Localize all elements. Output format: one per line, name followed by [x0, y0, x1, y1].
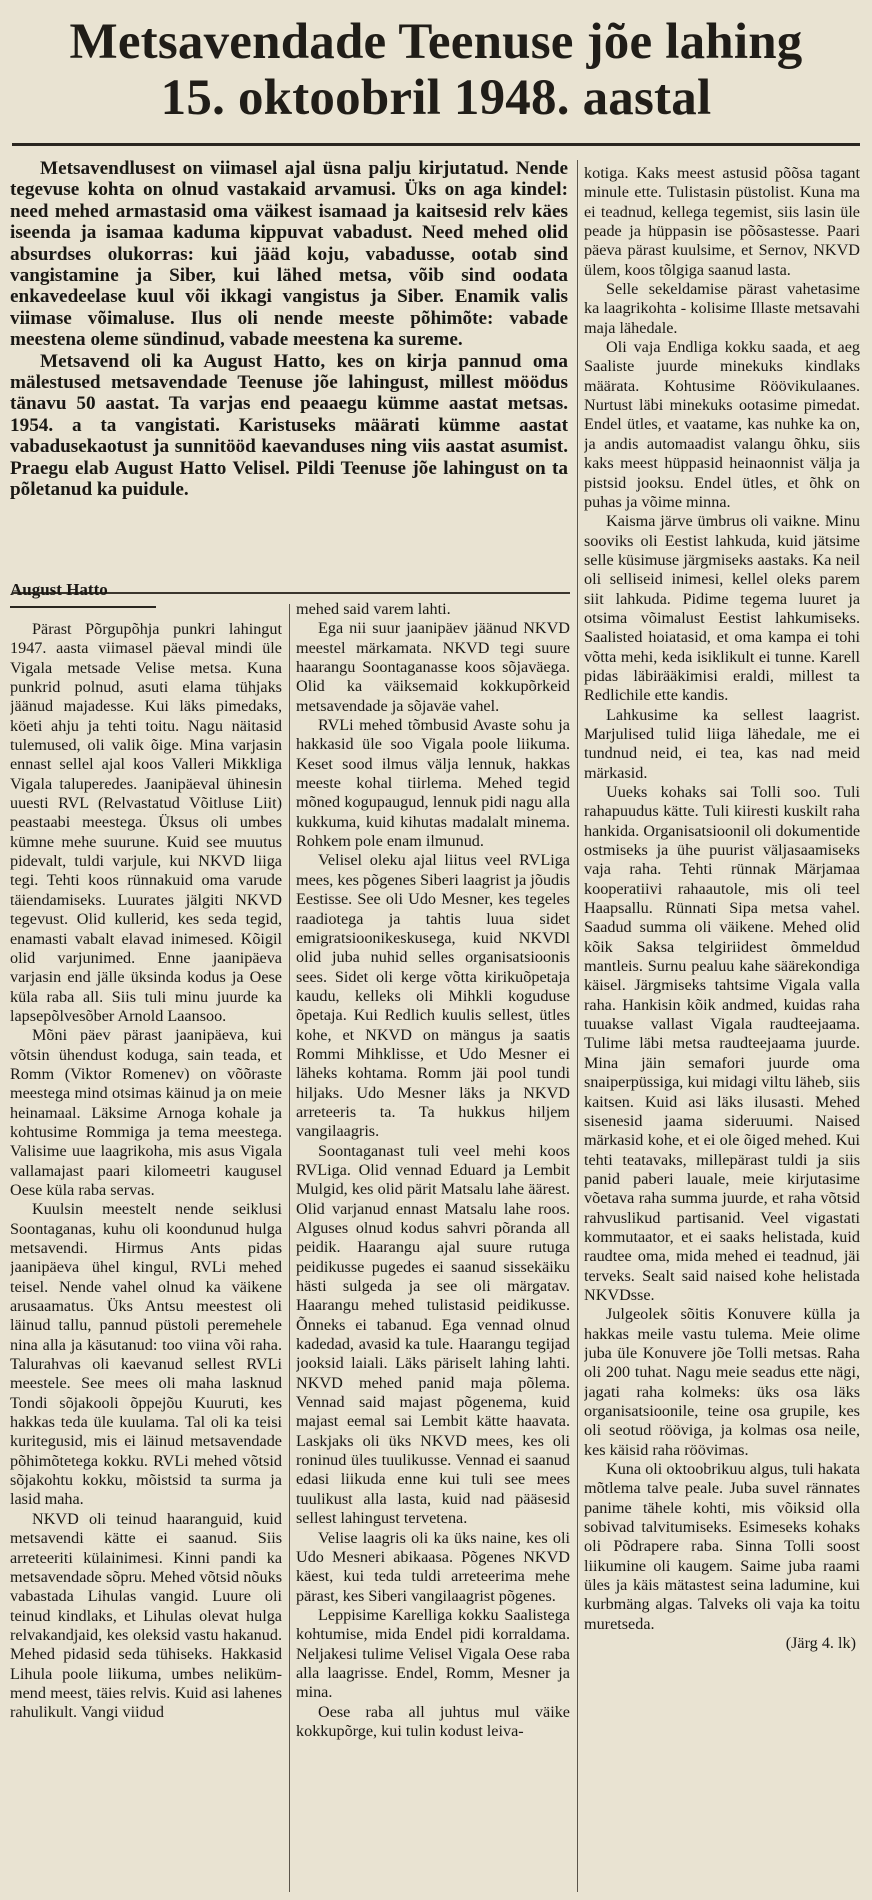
column-rule	[577, 160, 578, 1892]
body-paragraph: NKVD oli teinud haaranguid, kuid metsavendi kätte ei saanud. Siis arreteeriti külainimesi. Kinni pandi ka metsavendade sõpru. Mehed võtsid nõuks vabastada Lihulas vangid. Luure oli teinud kindlaks, et Lihulas olevat hulga relvakandjaid, kes oleksid vastu hakanud. Mehed pidasid seda tühiseks. Hakkasid Lihula poole liikuma, umbes nelikümmend meest, täies relvis. Kuid asi lahenes rahulikult. Vangi viidud	[10, 1509, 282, 1722]
headline-line-1: Metsavendade Teenuse jõe lahing	[69, 14, 803, 70]
body-paragraph: Lahkusime ka sellest laagrist. Marjulised tulid liiga lähedale, me ei tundnud neid, ei tea, kas nad meid märkasid.	[584, 705, 860, 782]
body-paragraph: Oli vaja Endliga kokku saada, et aeg Saaliste juurde minekuks kindlaks määrata. Kohtusime Röövikulaanes. Nurtust läbi minekuks ootasime pimedat. Endel ütles, et vaatame, kas nuhke ka on, ja andis automaadist valangu õhku, siis kaks meest hüppasid heinaonnist välja ja pistsid jooksu. Endel ütles, et õhk on puhas ja võime minna.	[584, 338, 860, 511]
continued-note: (Järg 4. lk)	[785, 1634, 856, 1653]
body-paragraph: kotiga. Kaks meest astusid põõsa tagant minule ette. Tulistasin püstolist. Kuna ma ei teadnud, kellega tegemist, siis lasin üle peade ja hüppasin ise põõsastesse. Paari päeva pärast kuulsime, et Sernov, NKVD ülem, koos tõlgiga saanud lasta.	[584, 164, 860, 279]
text-column-1	[10, 620, 282, 1892]
body-paragraph: Oese raba all juhtus mul väike kokkupõrge, kui tulin kodust leiva-	[296, 1702, 570, 1740]
article-headline	[0, 14, 872, 126]
author-byline: August Hatto	[10, 580, 108, 599]
headline-divider	[12, 143, 860, 146]
column-rule	[289, 604, 290, 1892]
text-column-3	[584, 164, 860, 1892]
byline-underline	[10, 606, 156, 608]
body-paragraph: Kuulsin meestelt nende seiklusi Soontaganas, kuhu oli koondunud hulga metsavendi. Hirmus Ants pidas jaanipäeva ühel kingul, RVLi mehed teisel. Nende vahel olnud ka väikene arusaamatus. Üks Antsu meestest oli läinud tallu, pannud püstoli peremehele nina alla ja käsutanud: too viina või raha. Talurahvas oli kaevanud sellest RVLi meestele. See mees oli maha lasknud Tondi sõjakooli õppejõu Kuuruti, kes hakkas teda üle kuulama. Tal oli ka teisi kuritegusid, mis ei läinud metsavendade põhimõtetega kokku. RVLi mehed võtsid sõjakohtu kokku, mõistsid ta surma ja lasid maha.	[10, 1200, 282, 1509]
body-paragraph: Kaisma järve ümbrus oli vaikne. Minu sooviks oli Eestist lahkuda, kuid jätsime selle küsimuse järgmiseks aastaks. Ka neil oli selliseid inimesi, kellel oleks parem siit lahkuda. Pidime tegema luuret ja otsima võimalust Eestist lahkumiseks. Saalisted hoiatasid, et oma kampa ei tohi võtta mehi, keda isiklikult ei tunne. Karell pidas läbirääkimisi eraldi, millest ta Redlichile ette kandis.	[584, 512, 860, 705]
lead-paragraph: Metsavend oli ka August Hatto, kes on kirja pannud oma mälestused metsavendade Teenuse jõe lahingust, millest möödus tänavu 50 aastat. Ta varjas end peaaegu kümme aastat metsas. 1954. a ta vangistati. Karistuseks määrati kümme aastat vabadusekaotust ja sunnitööd kaevanduses ning viis aastat asumist. Praegu elab August Hatto Velisel. Pildi Teenuse jõe lahingust on ta põletanud ka puidule.	[10, 350, 568, 501]
body-paragraph: Pärast Põrgupõhja punkri lahingut 1947. aasta viimasel päeval mindi üle Vigala metsade Velise metsa. Kuna punkrid polnud, asuti elama tühjaks jäänud majadesse. Kui läks pimedaks, köeti ahju ja tehti toitu. Nagu näitasid tulemused, oli valik õige. Mina varjasin ennast sellel ajal koos Valleri Mikkliga Vigala taluperedes. Jaanipäeval ühinesin uuesti RVL (Relvastatud Võitluse Liit) peastaabi meestega. Üksus oli umbes kümne mehe suurune. Kuid see muutus pidevalt, tuldi varjule, kui NKVD liiga tegi. Tehti koos rünnakuid oma varude täiendamiseks. Luurates jälgiti NKVD tegevust. Olid kullerid, kes seda tegid, enamasti vabalt elavad inimesed. Kõigil olid varjunimed. Enne jaanipäeva varjasin end jälle üksinda kodus ja Oese küla raba all. Siis tuli minu juurde ka lapsepõlvesõber Arnold Laansoo.	[10, 620, 282, 1025]
body-paragraph: Leppisime Karelliga kokku Saalistega kohtumise, mida Endel pidi korraldama. Neljakesi tulime Velisel Vigala Oese raba alla laagrisse. Endel, Romm, Mesner ja mina.	[296, 1605, 570, 1702]
body-paragraph: Velisel oleku ajal liitus veel RVLiga mees, kes põgenes Siberi laagrist ja jõudis Eestisse. See oli Udo Mesner, kes tegeles raadiotega ja tahtis luua sidet emigratsioonikeskusega, kuid NKVDl olid juba nuhid selles organisatsioonis sees. Sidet oli kerge võtta kirikuõpetaja kaudu, kelleks oli Mihkli koguduse õpetaja. Kui Redlich kuulis sellest, ütles kohe, et NKVD on mängus ja saatis Rommi Mihklisse, et Udo Mesner ei läheks kohtama. Romm jäi pool tundi hiljaks. Udo Mesner läks ja NKVD arreteeris ta. Ta hukkus hiljem vangilaagris.	[296, 851, 570, 1141]
text-column-2	[296, 600, 570, 1892]
body-paragraph: Kuna oli oktoobrikuu algus, tuli hakata mõtlema talve peale. Juba suvel rännates panime tähele kohti, mis võiksid olla sobivad talvitumiseks. Esimeseks kohaks oli Põdrapere raba. Sinna Tolli soost liikumine oli kaugem. Saime juba raami üles ja käis mätastest seina ladumine, kui kurbmäng algas. Talveks oli vaja ka toitu muretseda.	[584, 1460, 860, 1633]
body-paragraph: Soontaganast tuli veel mehi koos RVLiga. Olid vennad Eduard ja Lembit Mulgid, kes olid pärit Matsalu lahe äärest. Olid varjanud ennast Matsalu lahe roos. Alguses olnud kodus sahvri põranda all peidik. Haarangu ajal suure rutuga peidikusse pugedes ei saanud sissekäiku hästi sulgeda ja see oli märgatav. Haarangu mehed tulistasid peidikusse. Õnneks ei tabanud. Ega vennad olnud kadedad, avasid ka tule. Haarangu tegijad jooksid laiali. Läks päriselt lahing lahti. NKVD mehed panid maja põlema. Vennad said majast põgenema, kuid majast eemal sai Lembit kätte haavata. Laskjaks oli üks NKVD mees, kes oli roninud üles tuulikusse. Vennad ei saanud edasi liikuda enne kui tuli see mees tuulikust alla lasta, kuid nad pääsesid sellest lahingust tervetena.	[296, 1141, 570, 1528]
body-paragraph: Velise laagris oli ka üks naine, kes oli Udo Mesneri abikaasa. Põgenes NKVD käest, kui teda tuldi arreteerima mehe pärast, kes Siberi vangilaagrist põgenes.	[296, 1528, 570, 1605]
body-paragraph: Uueks kohaks sai Tolli soo. Tuli rahapuudus kätte. Tuli kiiresti kuskilt raha hankida. Organisatsioonil oli dokumentide ostmiseks ja ühe puurist väljasaamiseks vaja raha. Tehti rünnak Märjamaa kooperatiivi rahaautole, mis oli teel Haapsallu. Rünnati Sipa metsa vahel. Saadud summa oli väikene. Mehed olid kõik Saksa telgiriidest õmmeldud mantleis. Surnu pealuu kahe säärekondiga käisel. Järgmiseks tahtsime Vigala valla raha. Hankisin kõik andmed, kuidas raha tuuakse vallast Vigala raudteejaama. Tulime läbi metsa raudteejaama juurde. Mina jäin semafori juurde oma snaiperpüssiga, kui midagi viltu läheb, siis kaitsen. Kuid asi läks ilusasti. Mehed sisenesid jaama sideruumi. Naised märkasid kohe, et ei ole õiged mehed. Kui tehti teatavaks, millepärast tuldi ja siis panid paberi laualе, meie kirjutasime võetava raha summa juurde, et raha võtsid rahvuslikud partisanid. Veel vigastati kommutaator, et ei saaks helistada, kuid raudtee oma, mida mehed ei teadnud, jäi terveks. Sealt said naised kohe helistada NKVDsse.	[584, 783, 860, 1304]
article-lead	[10, 158, 568, 501]
headline-line-2: 15. oktoobril 1948. aastal	[160, 70, 712, 126]
body-paragraph: Mõni päev pärast jaanipäeva, kui võtsin ühendust koduga, sain teada, et Romm (Viktor Romenev) on võõraste meestega mind otsimas käinud ja on meie heinamaal. Läksime Arnoga kohale ja kohtusime Rommiga ja tema meestega. Valisime uue laagrikoha, mis asus Vigala vallamajast paari kilomeetri kaugusel Oese küla raba servas.	[10, 1026, 282, 1199]
body-paragraph: RVLi mehed tõmbusid Avaste sohu ja hakkasid üle soo Vigala poole liikuma. Keset sood ilmus välja lennuk, hakkas meeste kohal tiirlema. Mehed tegid mõned kogupaugud, lennuk pidi nagu alla kukkuma, kuid kihutas madalalt minema. Rohkem pole enam ilmunud.	[296, 716, 570, 851]
lead-paragraph: Metsavendlusest on viimasel ajal üsna palju kirjutatud. Nende tegevuse kohta on olnud vastakaid arvamusi. Üks on aga kindel: need mehed armastasid oma väikest isamaad ja kaitsesid relv käes iseenda ja isamaa kaduma kippuvat vabadust. Need mehed olid absurdses olukorras: kui jääd koju, vabadusse, ootab sind vangistamine ja Siber, kui lähed metsa, võib sind oodata enkavedeelase kuul või ikkagi vangistus ja Siber. Enamik valis viimase võimaluse. Ilus oli nende meeste põhimõte: vabade meestena oleme sündinud, vabade meestena ka sureme.	[10, 158, 568, 351]
body-paragraph: Selle sekeldamise pärast vahetasime ka laagrikohta - kolisime Illaste metsavahi maja lähedale.	[584, 280, 860, 337]
body-paragraph: Ega nii suur jaanipäev jäänud NKVD meestel märkamata. NKVD tegi suure haarangu Soontaganasse koos sõjaväega. Olid ka väiksemaid kokkupõrkeid metsavendade ja sõjaväe vahel.	[296, 619, 570, 715]
body-paragraph: Julgeolek sõitis Konuvere külla ja hakkas meile vastu tulema. Meie olime juba üle Konuvere jõe Tolli metsas. Raha oli 200 tuhat. Nagu meie seadus ette nägi, jagati raha kolmeks: üks osa läks organisatsioonile, teine osa grupile, kes oli seotud rööviga, ja kolmas osa neile, kes käisid raha röövimas.	[584, 1305, 860, 1459]
body-paragraph: mehed said varem lahti.	[296, 600, 451, 618]
